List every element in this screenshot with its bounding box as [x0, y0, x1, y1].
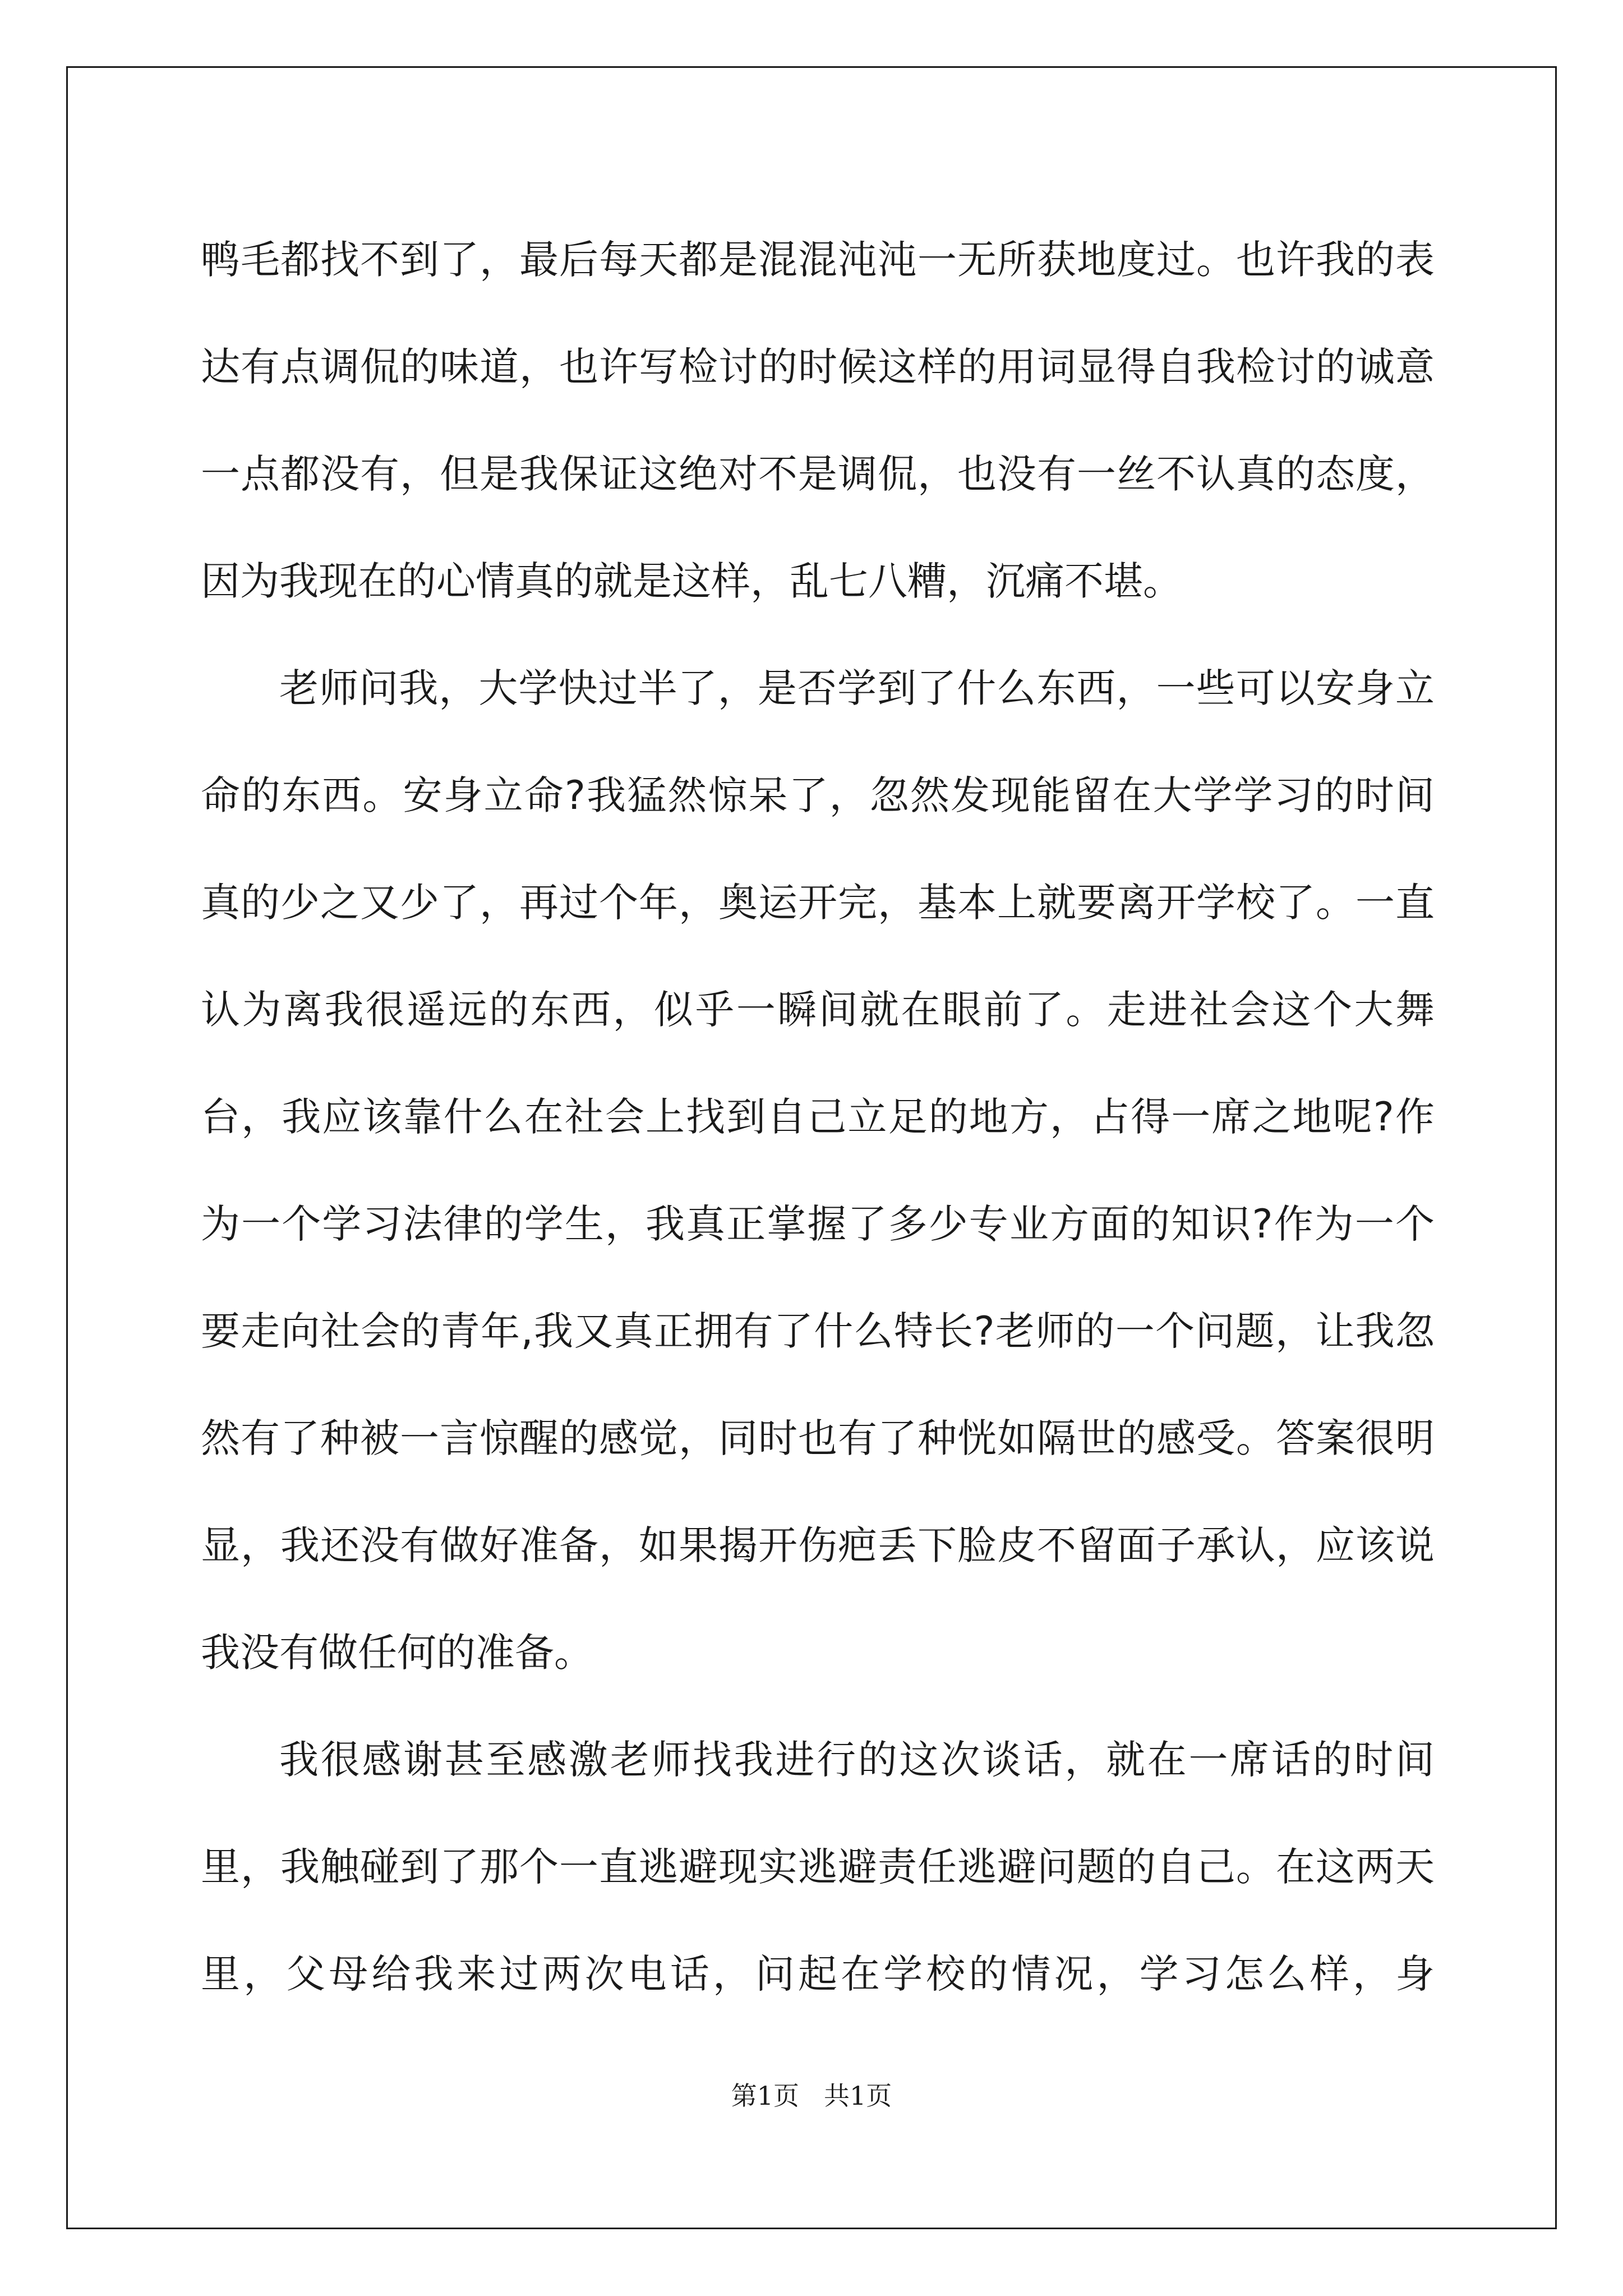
paragraph-2: 老师问我，大学快过半了，是否学到了什么东西，一些可以安身立命的东西。安身立命?我猛然惊呆了，忽然发现能留在大学学习的时间真的少之又少了，再过个年，奥运开完，基本上就要离开学校了。一直认为离我很遥远的东西，似乎一瞬间就在眼前了。走进社会这个大舞台，我应该靠什么在社会上找到自己立足的地方，占得一席之地呢?作为一个学习法律的学生，我真正掌握了多少专业方面的知识?作为一个要走向社会的青年,我又真正拥有了什么特长?老师的一个问题，让我忽然有了种被一言惊醒的感觉，同时也有了种恍如隔世的感受。答案很明显，我还没有做好准备，如果揭开伤疤丢下脸皮不留面子承认，应该说我没有做任何的准备。 [201, 665, 1435, 1676]
page-number: 第1页 [731, 2081, 800, 2111]
page-total: 共1页 [823, 2081, 892, 2111]
paragraph-1: 鸭毛都找不到了，最后每天都是混混沌沌一无所获地度过。也许我的表达有点调侃的味道，也许写检讨的时候这样的用词显得自我检讨的诚意一点都没有，但是我保证这绝对不是调侃，也没有一丝不认真的态度，因为我现在的心情真的就是这样，乱七八糟，沉痛不堪。 [201, 237, 1435, 604]
page-footer [0, 2076, 1623, 2113]
paragraph-3: 我很感谢甚至感激老师找我进行的这次谈话，就在一席话的时间里，我触碰到了那个一直逃避现实逃避责任逃避问题的自己。在这两天里，父母给我来过两次电话，问起在学校的情况，学习怎么样，身 [201, 1737, 1435, 1997]
document-body [201, 206, 1435, 2028]
